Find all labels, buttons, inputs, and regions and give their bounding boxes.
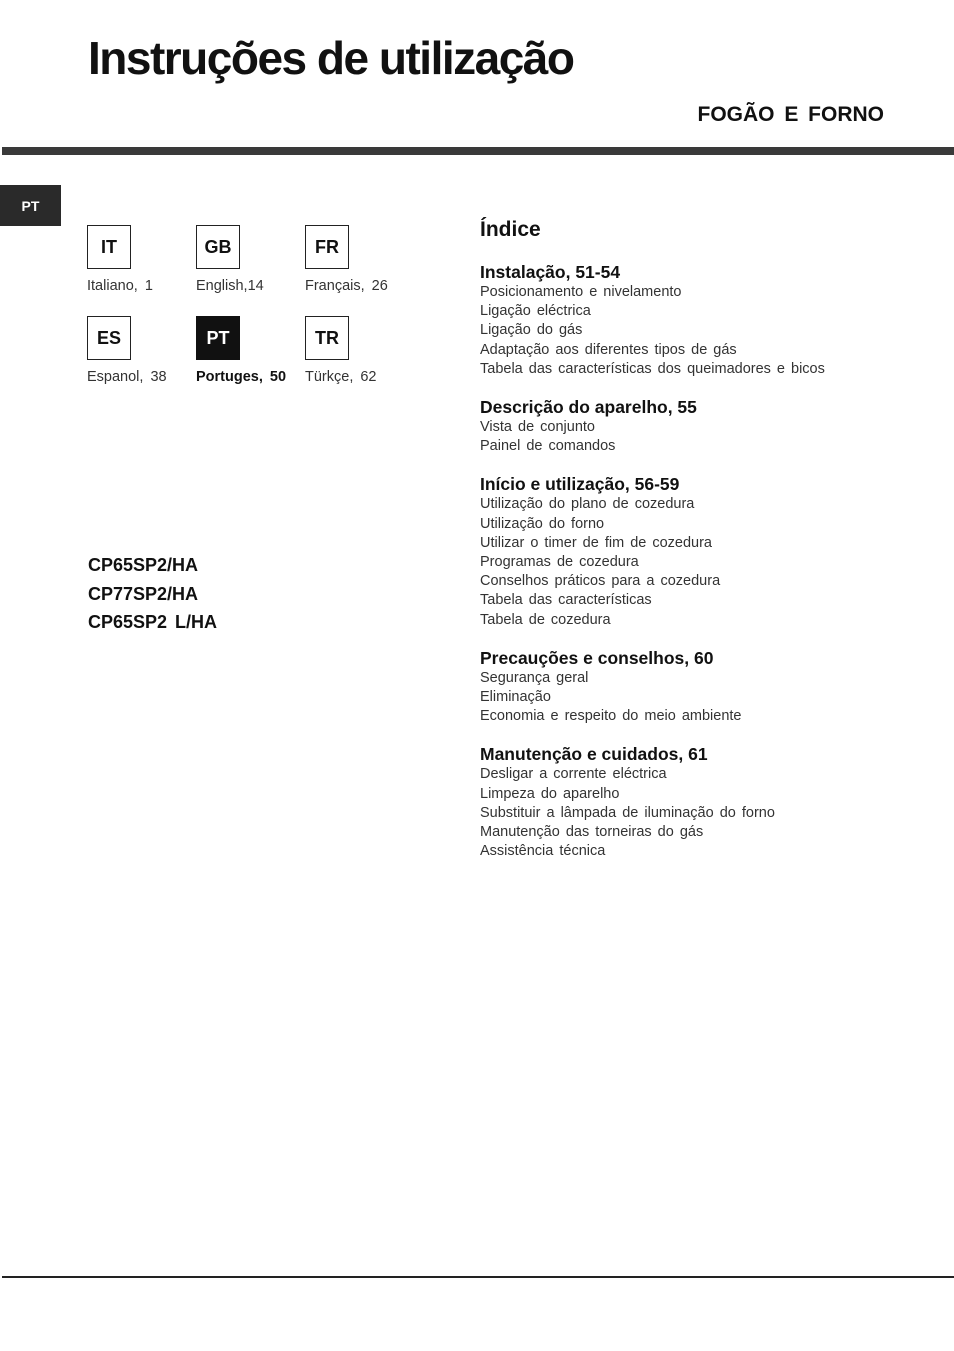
- table-of-contents: [480, 216, 830, 879]
- toc-item[interactable]: Utilização do plano de cozedura: [480, 496, 695, 513]
- model-number: CP65SP2/HA: [88, 555, 199, 575]
- header-divider: [2, 147, 954, 155]
- model-number: CP65SP2 L/HA: [88, 612, 218, 632]
- toc-section-heading[interactable]: Descrição do aparelho, 55: [480, 397, 697, 418]
- toc-item[interactable]: Tabela das características: [480, 592, 652, 609]
- model-list: [88, 551, 217, 637]
- toc-item[interactable]: Economia e respeito do meio ambiente: [480, 708, 742, 725]
- toc-item[interactable]: Manutenção das torneiras do gás: [480, 824, 704, 841]
- language-item-gb[interactable]: [196, 225, 306, 294]
- language-label: Français, 26: [305, 278, 388, 294]
- toc-title: Índice: [480, 218, 541, 241]
- language-code-box: ES: [87, 316, 131, 360]
- footer-divider: [2, 1276, 954, 1278]
- toc-section-precautions: [480, 648, 830, 727]
- toc-item[interactable]: Programas de cozedura: [480, 554, 639, 571]
- toc-item[interactable]: Segurança geral: [480, 669, 589, 686]
- language-code-box-active: PT: [196, 316, 240, 360]
- toc-item[interactable]: Eliminação: [480, 689, 551, 706]
- language-item-es[interactable]: [87, 316, 197, 385]
- toc-item[interactable]: Assistência técnica: [480, 843, 606, 860]
- language-side-tab: PT: [0, 185, 61, 226]
- toc-item[interactable]: Utilização do forno: [480, 515, 605, 532]
- product-subtitle: FOGÃO E FORNO: [697, 103, 884, 126]
- toc-item[interactable]: Ligação do gás: [480, 322, 583, 339]
- page-title: Instruções de utilização: [88, 32, 574, 84]
- toc-section-description: [480, 397, 830, 456]
- language-item-pt[interactable]: [196, 316, 306, 385]
- toc-item[interactable]: Tabela das características dos queimadores e bicos: [480, 360, 825, 377]
- language-label: English,14: [196, 278, 264, 294]
- language-code-box: TR: [305, 316, 349, 360]
- toc-item[interactable]: Tabela de cozedura: [480, 611, 611, 628]
- toc-item[interactable]: Conselhos práticos para a cozedura: [480, 573, 721, 590]
- language-label-active: Portuges, 50: [196, 369, 287, 385]
- language-item-fr[interactable]: [305, 225, 415, 294]
- language-code-box: FR: [305, 225, 349, 269]
- language-label: Türkçe, 62: [305, 369, 377, 385]
- model-number: CP77SP2/HA: [88, 583, 199, 604]
- language-item-it[interactable]: [87, 225, 197, 294]
- toc-item[interactable]: Limpeza do aparelho: [480, 785, 620, 802]
- toc-item[interactable]: Painel de comandos: [480, 438, 616, 455]
- toc-section-start-use: [480, 474, 830, 629]
- toc-section-installation: [480, 262, 830, 379]
- toc-item[interactable]: Utilizar o timer de fim de cozedura: [480, 534, 712, 551]
- toc-item[interactable]: Adaptação aos diferentes tipos de gás: [480, 341, 737, 358]
- toc-item[interactable]: Desligar a corrente eléctrica: [480, 766, 667, 783]
- toc-item[interactable]: Posicionamento e nivelamento: [480, 284, 682, 300]
- toc-section-heading[interactable]: Manutenção e cuidados, 61: [480, 744, 708, 765]
- toc-section-heading[interactable]: Precauções e conselhos, 60: [480, 647, 714, 668]
- language-item-tr[interactable]: [305, 316, 415, 385]
- language-label: Espanol, 38: [87, 369, 167, 385]
- language-code-box: IT: [87, 225, 131, 269]
- toc-item[interactable]: Vista de conjunto: [480, 419, 595, 436]
- toc-item[interactable]: Ligação eléctrica: [480, 303, 591, 320]
- toc-item[interactable]: Substituir a lâmpada de iluminação do forno: [480, 804, 775, 821]
- language-label: Italiano, 1: [87, 278, 153, 294]
- toc-section-heading[interactable]: Início e utilização, 56-59: [480, 474, 680, 495]
- toc-section-heading[interactable]: Instalação, 51-54: [480, 262, 621, 282]
- language-code-box: GB: [196, 225, 240, 269]
- toc-section-maintenance: [480, 744, 830, 861]
